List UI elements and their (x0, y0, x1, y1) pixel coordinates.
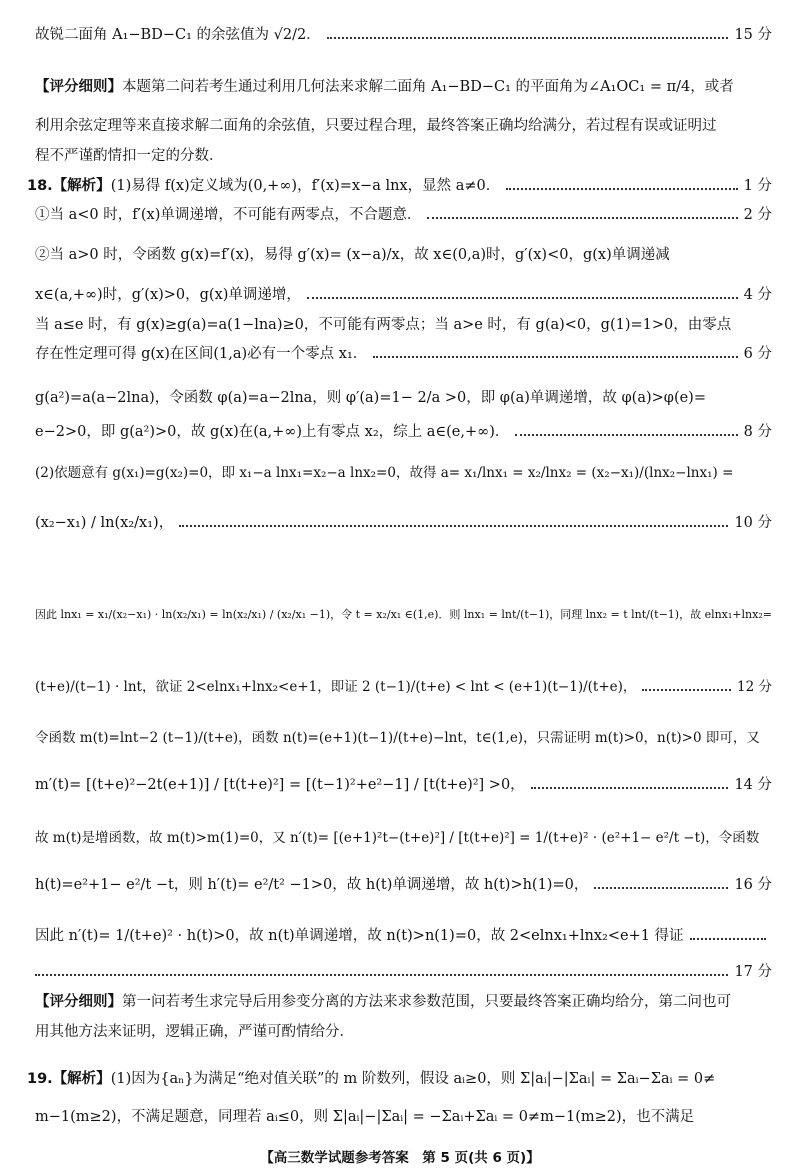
line-13: (2)依题意有 g(x₁)=g(x₂)=0，即 x₁−a lnx₁=x₂−a lnx₂=0，故得 a= x₁/lnx₁ = x₂/lnx₂ = (x₂−x₁)/(lnx₂−lnx₁) = (35, 465, 734, 481)
leader-dots (594, 887, 728, 889)
score: 10 分 (734, 515, 772, 531)
line-7: ②当 a>0 时，令函数 g(x)=f′(x)，易得 g′(x)= (x−a)/x，故 x∈(0,a)时，g′(x)<0，g(x)单调递减 (35, 247, 670, 263)
line-16: (t+e)/(t−1) · lnt，欲证 2<elnx₁+lnx₂<e+1，即证 2 (t−1)/(t+e) < lnt < (e+1)(t−1)/(t+e)， 12 分 (35, 676, 772, 698)
line-17: 令函数 m(t)=lnt−2 (t−1)/(t+e)，函数 n(t)=(e+1)(t−1)/(t+e)−lnt，t∈(1,e)，只需证明 m(t)>0，n(t)>0 即可，又 (35, 730, 760, 746)
question-19-label: 19.【解析】 (27, 1071, 111, 1087)
leader-dots (307, 297, 738, 299)
line-14: (x₂−x₁) / ln(x₂/x₁)， 10 分 (35, 512, 772, 534)
leader-dots (506, 188, 737, 190)
line-23: 【评分细则】第一问若考生求完导后用参变分离的方法来求参数范围，只要最终答案正确均给分，第二问也可 (35, 994, 731, 1010)
grading-label: 【评分细则】 (35, 994, 122, 1010)
leader-dots (373, 356, 737, 358)
line-18: m′(t)= [(t+e)²−2t(e+1)] / [t(t+e)²] = [(t−1)²+e²−1] / [t(t+e)²] >0， 14 分 (35, 774, 772, 796)
line-21: 因此 n′(t)= 1/(t+e)² · h(t)>0，故 n(t)单调递增，故 n(t)>n(1)=0，故 2<elnx₁+lnx₂<e+1 得证 (35, 925, 772, 947)
leader-dots (35, 974, 728, 976)
score: 16 分 (734, 877, 772, 893)
line-19: 故 m(t)是增函数，故 m(t)>m(1)=0，又 n′(t)= [(e+1)²t−(t+e)²] / [t(t+e)²] = 1/(t+e)² · (e²+1− e²/t −t)，令函数 (35, 830, 760, 846)
score: 4 分 (743, 287, 772, 303)
line-12: e−2>0，即 g(a²)>0，故 g(x)在(a,+∞)上有零点 x₂，综上 a∈(e,+∞)． 8 分 (35, 421, 772, 443)
score: 2 分 (743, 207, 772, 223)
line-11: g(a²)=a(a−2lna)，令函数 φ(a)=a−2lna，则 φ′(a)=1− 2/a >0，即 φ(a)单调递增，故 φ(a)>φ(e)= (35, 390, 706, 406)
line-8: x∈(a,+∞)时，g′(x)>0，g(x)单调递增， 4 分 (35, 284, 772, 306)
score: 14 分 (734, 777, 772, 793)
score: 6 分 (743, 346, 772, 362)
leader-dots (690, 938, 766, 940)
leader-dots (515, 434, 737, 436)
line-5: 18.【解析】(1)易得 f(x)定义域为(0,+∞)，f′(x)=x−a lnx，显然 a≠0． 1 分 (27, 175, 772, 197)
leader-dots (179, 525, 728, 527)
leader-dots (327, 37, 729, 39)
line-24: 用其他方法来证明，逻辑正确，严谨可酌情给分． (35, 1024, 354, 1040)
leader-dots (642, 689, 731, 691)
line-9: 当 a≤e 时，有 g(x)≥g(a)=a(1−lna)≥0，不可能有两零点；当 a>e 时，有 g(a)<0，g(1)=1>0，由零点 (35, 317, 732, 333)
question-18-label: 18.【解析】 (27, 178, 111, 194)
line-10: 存在性定理可得 g(x)在区间(1,a)必有一个零点 x₁． 6 分 (35, 343, 772, 365)
line-26: m−1(m≥2)，不满足题意，同理若 aᵢ≤0，则 Σ|aᵢ|−|Σaᵢ| = −Σaᵢ+Σaᵢ = 0≠m−1(m≥2)，也不满足 (35, 1109, 695, 1125)
line-1: 故锐二面角 A₁−BD−C₁ 的余弦值为 √2/2． 15 分 (35, 24, 772, 46)
line-25: 19.【解析】(1)因为{aₙ}为满足“绝对值关联”的 m 阶数列，假设 aᵢ≥0，则 Σ|aᵢ|−|Σaᵢ| = Σaᵢ−Σaᵢ = 0≠ (27, 1071, 716, 1087)
score: 8 分 (743, 424, 772, 440)
line-22 (35, 961, 772, 983)
score: 17 分 (734, 964, 772, 980)
line-3: 利用余弦定理等来直接求解二面角的余弦值，只要过程合理，最终答案正确均给满分，若过程有误或证明过 (35, 118, 717, 134)
line-20: h(t)=e²+1− e²/t −t，则 h′(t)= e²/t² −1>0，故 h(t)单调递增，故 h(t)>h(1)=0， 16 分 (35, 874, 772, 896)
score: 15 分 (734, 27, 772, 43)
line-6: ①当 a<0 时，f′(x)单调递增，不可能有两零点，不合题意． 2 分 (35, 204, 772, 226)
line-2: 【评分细则】本题第二问若考生通过利用几何法来求解二面角 A₁−BD−C₁ 的平面角为∠A₁OC₁ = π/4，或者 (35, 79, 734, 95)
line-15: 因此 lnx₁ = x₁/(x₂−x₁) · ln(x₂/x₁) = ln(x₂/x₁) / (x₂/x₁ −1)，令 t = x₂/x₁ ∈(1,e)．则 lnx₁ = lnt/(t−1)，同理 lnx₂ = t lnt/(t−1)，故 elnx₁+lnx₂= (35, 608, 772, 621)
page-footer: 【高三数学试题参考答案 第 5 页(共 6 页)】 (260, 1150, 540, 1166)
score: 12 分 (737, 679, 772, 695)
leader-dots (427, 217, 737, 219)
score: 1 分 (743, 178, 772, 194)
line-4: 程不严谨酌情扣一定的分数． (35, 148, 224, 164)
grading-label: 【评分细则】 (35, 79, 122, 95)
leader-dots (531, 787, 729, 789)
